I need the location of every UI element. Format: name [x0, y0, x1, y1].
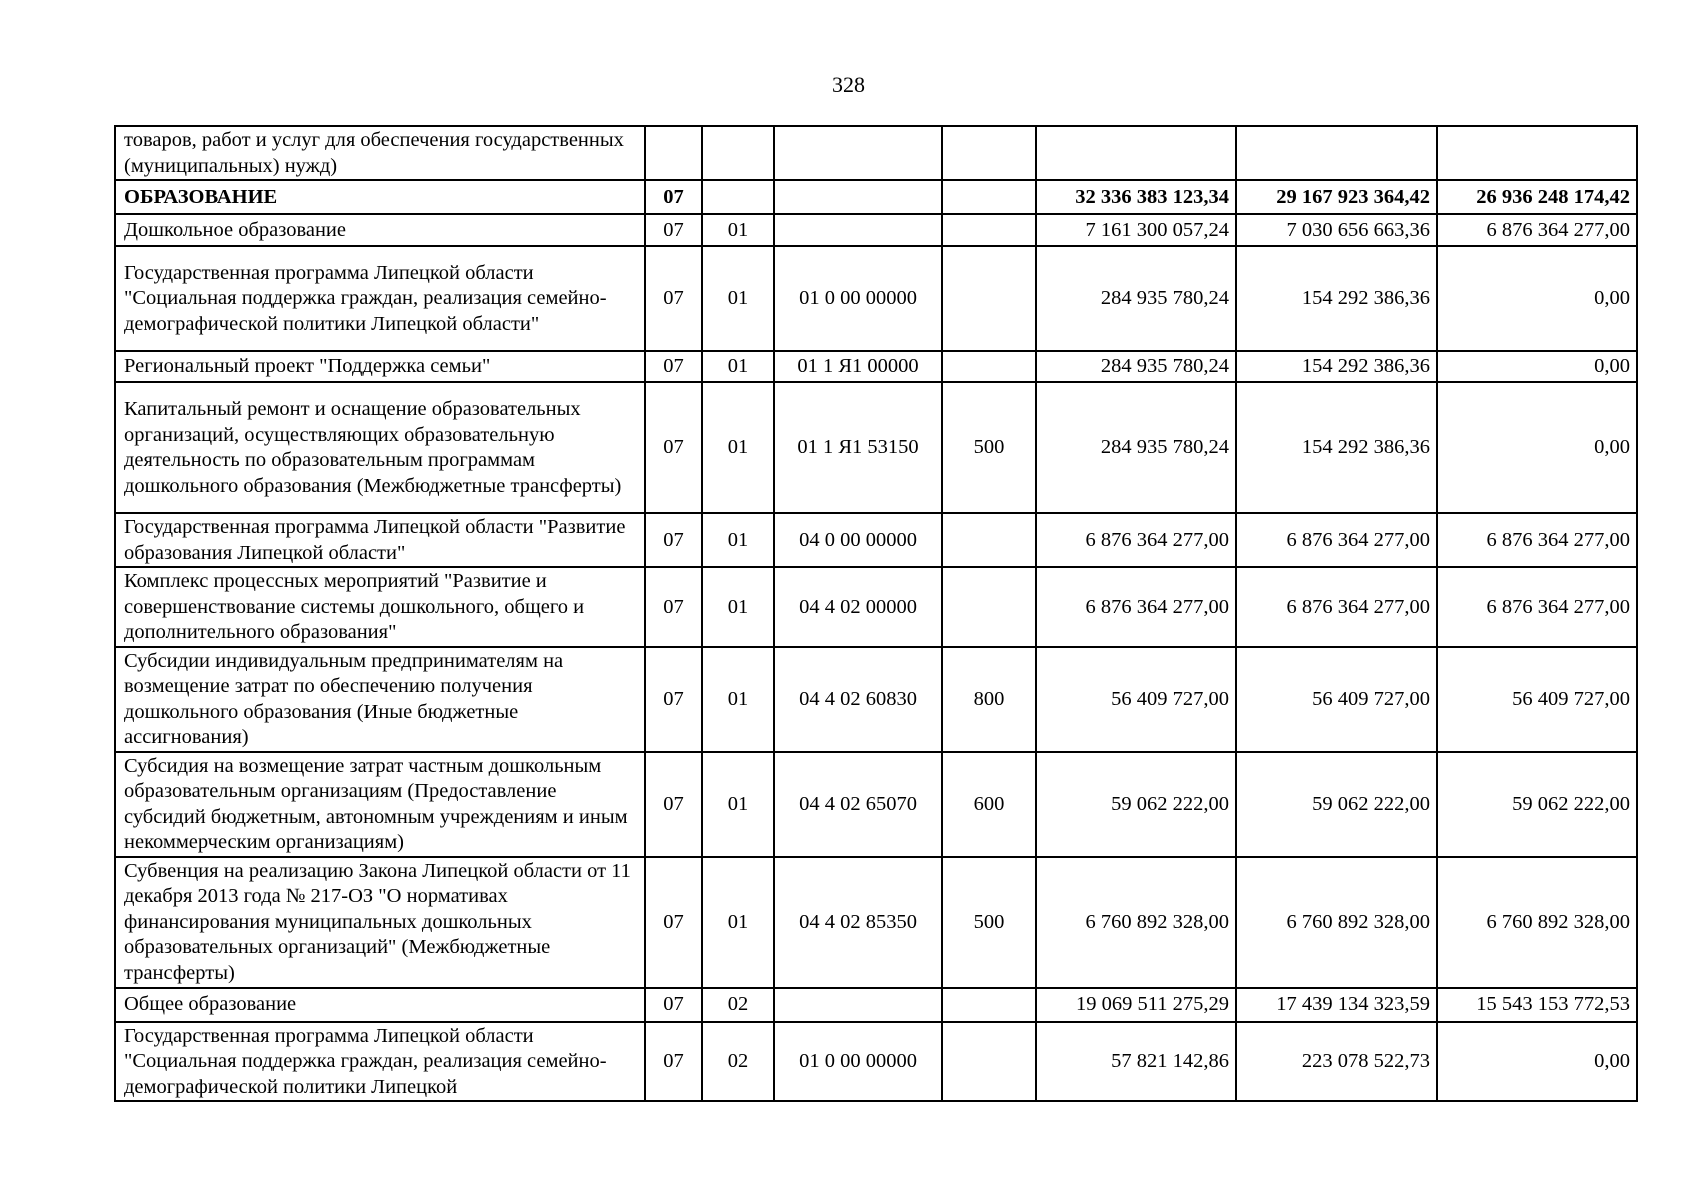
row-amount-year-2: 6 760 892 328,00 [1236, 857, 1437, 988]
table-row [115, 180, 1637, 214]
table-row [115, 988, 1637, 1022]
row-podrazdel: 02 [702, 1022, 774, 1102]
row-amount-year-2 [1236, 126, 1437, 180]
row-podrazdel: 01 [702, 857, 774, 988]
row-amount-year-3: 15 543 153 772,53 [1437, 988, 1637, 1022]
row-podrazdel: 01 [702, 513, 774, 567]
row-vr: 600 [942, 752, 1036, 857]
row-podrazdel: 01 [702, 351, 774, 382]
page-number: 328 [832, 72, 865, 97]
row-amount-year-3: 59 062 222,00 [1437, 752, 1637, 857]
table-row [115, 647, 1637, 752]
table-row [115, 857, 1637, 988]
row-amount-year-3: 0,00 [1437, 1022, 1637, 1102]
row-vr [942, 180, 1036, 214]
row-amount-year-1: 6 760 892 328,00 [1036, 857, 1236, 988]
row-vr [942, 1022, 1036, 1102]
row-csr: 04 4 02 65070 [774, 752, 942, 857]
row-vr [942, 246, 1036, 351]
row-csr: 01 1 Я1 00000 [774, 351, 942, 382]
table-row [115, 351, 1637, 382]
row-name: Государственная программа Липецкой области "Социальная поддержка граждан, реализация семейно-демографической политики Липецкой области" [115, 246, 645, 351]
row-podrazdel: 01 [702, 246, 774, 351]
row-amount-year-2: 154 292 386,36 [1236, 382, 1437, 513]
row-podrazdel: 01 [702, 567, 774, 647]
row-csr: 04 4 02 85350 [774, 857, 942, 988]
row-razdel: 07 [645, 246, 702, 351]
row-csr: 01 0 00 00000 [774, 246, 942, 351]
row-podrazdel: 02 [702, 988, 774, 1022]
row-name: Капитальный ремонт и оснащение образовательных организаций, осуществляющих образовательную деятельность по образовательным программам дошкольного образования (Межбюджетные трансферты) [115, 382, 645, 513]
row-amount-year-1: 57 821 142,86 [1036, 1022, 1236, 1102]
row-name: Региональный проект "Поддержка семьи" [115, 351, 645, 382]
row-amount-year-3: 26 936 248 174,42 [1437, 180, 1637, 214]
row-razdel: 07 [645, 382, 702, 513]
row-amount-year-3: 0,00 [1437, 351, 1637, 382]
row-vr: 500 [942, 857, 1036, 988]
row-name: Субвенция на реализацию Закона Липецкой области от 11 декабря 2013 года № 217-ОЗ "О нормативах финансирования муниципальных дошкольных образовательных организаций" (Межбюджетные трансферты) [115, 857, 645, 988]
row-csr [774, 126, 942, 180]
row-amount-year-1: 6 876 364 277,00 [1036, 567, 1236, 647]
row-amount-year-1: 19 069 511 275,29 [1036, 988, 1236, 1022]
row-amount-year-2: 59 062 222,00 [1236, 752, 1437, 857]
row-name: Субсидии индивидуальным предпринимателям на возмещение затрат по обеспечению получения дошкольного образования (Иные бюджетные ассигнования) [115, 647, 645, 752]
row-amount-year-2: 154 292 386,36 [1236, 246, 1437, 351]
row-amount-year-2: 154 292 386,36 [1236, 351, 1437, 382]
row-vr [942, 214, 1036, 246]
row-name: Комплекс процессных мероприятий "Развитие и совершенствование системы дошкольного, общего и дополнительного образования" [115, 567, 645, 647]
table-row [115, 214, 1637, 246]
row-csr: 04 4 02 00000 [774, 567, 942, 647]
row-amount-year-3: 6 760 892 328,00 [1437, 857, 1637, 988]
row-csr [774, 214, 942, 246]
row-amount-year-1: 32 336 383 123,34 [1036, 180, 1236, 214]
table-row [115, 246, 1637, 351]
row-razdel: 07 [645, 1022, 702, 1102]
row-vr [942, 567, 1036, 647]
row-amount-year-3: 0,00 [1437, 382, 1637, 513]
row-csr [774, 180, 942, 214]
row-name: Государственная программа Липецкой области "Развитие образования Липецкой области" [115, 513, 645, 567]
row-amount-year-2: 223 078 522,73 [1236, 1022, 1437, 1102]
row-name: Дошкольное образование [115, 214, 645, 246]
row-amount-year-1 [1036, 126, 1236, 180]
row-razdel: 07 [645, 647, 702, 752]
table-row [115, 513, 1637, 567]
row-amount-year-2: 7 030 656 663,36 [1236, 214, 1437, 246]
row-razdel: 07 [645, 214, 702, 246]
row-razdel: 07 [645, 180, 702, 214]
row-amount-year-2: 17 439 134 323,59 [1236, 988, 1437, 1022]
row-razdel: 07 [645, 567, 702, 647]
row-name: Государственная программа Липецкой области "Социальная поддержка граждан, реализация семейно-демографической политики Липецкой [115, 1022, 645, 1102]
row-razdel: 07 [645, 351, 702, 382]
row-podrazdel: 01 [702, 752, 774, 857]
row-vr: 800 [942, 647, 1036, 752]
row-razdel: 07 [645, 857, 702, 988]
row-csr [774, 988, 942, 1022]
row-amount-year-1: 6 876 364 277,00 [1036, 513, 1236, 567]
row-amount-year-1: 284 935 780,24 [1036, 382, 1236, 513]
row-amount-year-3: 56 409 727,00 [1437, 647, 1637, 752]
row-podrazdel [702, 180, 774, 214]
row-amount-year-2: 29 167 923 364,42 [1236, 180, 1437, 214]
table-row [115, 382, 1637, 513]
row-name: Общее образование [115, 988, 645, 1022]
table-row [115, 752, 1637, 857]
row-podrazdel: 01 [702, 647, 774, 752]
row-amount-year-2: 6 876 364 277,00 [1236, 513, 1437, 567]
row-amount-year-1: 284 935 780,24 [1036, 351, 1236, 382]
row-vr [942, 988, 1036, 1022]
row-name: товаров, работ и услуг для обеспечения государственных (муниципальных) нужд) [115, 126, 645, 180]
row-csr: 04 0 00 00000 [774, 513, 942, 567]
budget-table-body [115, 126, 1637, 1101]
row-csr: 04 4 02 60830 [774, 647, 942, 752]
row-csr: 01 0 00 00000 [774, 1022, 942, 1102]
row-amount-year-1: 56 409 727,00 [1036, 647, 1236, 752]
row-razdel: 07 [645, 513, 702, 567]
row-amount-year-3: 6 876 364 277,00 [1437, 567, 1637, 647]
row-csr: 01 1 Я1 53150 [774, 382, 942, 513]
row-vr [942, 126, 1036, 180]
row-amount-year-1: 7 161 300 057,24 [1036, 214, 1236, 246]
row-vr [942, 513, 1036, 567]
row-razdel: 07 [645, 988, 702, 1022]
row-podrazdel: 01 [702, 214, 774, 246]
row-amount-year-2: 56 409 727,00 [1236, 647, 1437, 752]
table-row [115, 567, 1637, 647]
row-amount-year-1: 284 935 780,24 [1036, 246, 1236, 351]
row-amount-year-2: 6 876 364 277,00 [1236, 567, 1437, 647]
table-row [115, 1022, 1637, 1102]
row-amount-year-1: 59 062 222,00 [1036, 752, 1236, 857]
row-podrazdel [702, 126, 774, 180]
row-name: Субсидия на возмещение затрат частным дошкольным образовательным организациям (Предоставление субсидий бюджетным, автономным учреждениям и иным некоммерческим организациям) [115, 752, 645, 857]
table-row [115, 126, 1637, 180]
row-amount-year-3: 6 876 364 277,00 [1437, 214, 1637, 246]
row-amount-year-3: 0,00 [1437, 246, 1637, 351]
row-name: ОБРАЗОВАНИЕ [115, 180, 645, 214]
row-razdel [645, 126, 702, 180]
budget-table [114, 125, 1638, 1102]
row-razdel: 07 [645, 752, 702, 857]
row-vr: 500 [942, 382, 1036, 513]
row-amount-year-3 [1437, 126, 1637, 180]
row-vr [942, 351, 1036, 382]
row-podrazdel: 01 [702, 382, 774, 513]
row-amount-year-3: 6 876 364 277,00 [1437, 513, 1637, 567]
